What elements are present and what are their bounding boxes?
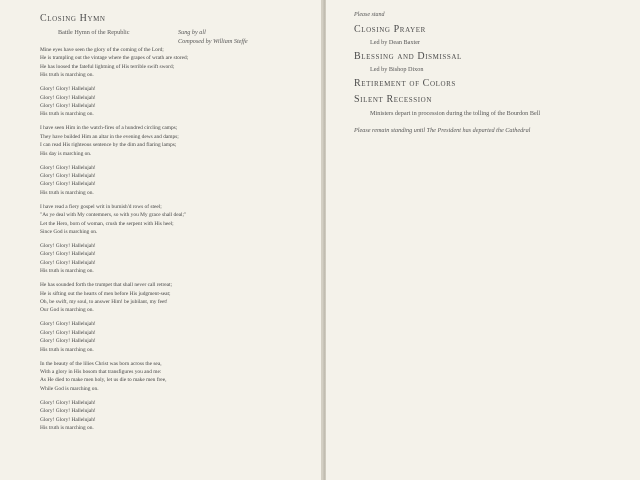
retirement-of-colors-title: Retirement of Colors [354, 78, 456, 89]
remain-standing-note: Please remain standing until The President has departed the Cathedral [354, 127, 531, 134]
hymn-line: I have seen Him in the watch-fires of a hundred circling camps; [40, 125, 178, 132]
hymn-line: Glory! Glory! Hallelujah! [40, 408, 96, 415]
closing-prayer-title: Closing Prayer [354, 24, 426, 35]
recession-note: Ministers depart in procession during the tolling of the Bourdon Bell [370, 110, 541, 117]
hymn-line: His day is marching on. [40, 150, 92, 157]
blessing-leader: Led by Bishop Dixon [370, 66, 424, 73]
hymn-line: Glory! Glory! Hallelujah! [40, 181, 96, 188]
hymn-line: Glory! Glory! Hallelujah! [40, 416, 96, 423]
closing-prayer-leader: Led by Dean Baxter [370, 39, 420, 46]
sung-by: Sung by all [178, 29, 206, 36]
hymn-line: Glory! Glory! Hallelujah! [40, 103, 96, 109]
hymn-line: His truth is marching on. [40, 111, 94, 118]
hymn-line: Glory! Glory! Hallelujah! [40, 399, 96, 406]
hymn-line: Glory! Glory! Hallelujah! [40, 86, 96, 93]
hymn-line: They have builded Him an altar in the evening dews and damps; [40, 133, 179, 140]
hymn-line: His truth is marching on. [40, 346, 94, 353]
blessing-title: Blessing and Dismissal [354, 51, 462, 62]
silent-recession-title: Silent Recession [354, 94, 432, 105]
hymn-line: Since God is marching on. [40, 229, 98, 235]
hymn-line: Glory! Glory! Hallelujah! [40, 251, 96, 258]
hymn-line: Our God is marching on. [40, 307, 94, 314]
hymn-line: As He died to make men holy, let us die to make men free, [40, 377, 167, 384]
hymn-line: Glory! Glory! Hallelujah! [40, 243, 96, 249]
hymn-line: Glory! Glory! Hallelujah! [40, 259, 96, 266]
hymn-line: His truth is marching on. [40, 268, 94, 275]
right-page [326, 0, 640, 480]
hymn-line: Glory! Glory! Hallelujah! [40, 321, 96, 328]
please-stand-note: Please stand [354, 12, 385, 18]
hymn-line: I have read a fiery gospel writ in burnish'd rows of steel; [40, 203, 162, 210]
hymn-line: He is sifting out the hearts of men before His judgment-seat; [40, 290, 171, 297]
hymn-line: His truth is marching on. [40, 425, 94, 431]
hymn-line: He is trampling out the vintage where the grapes of wrath are stored; [40, 55, 189, 62]
hymn-line: Glory! Glory! Hallelujah! [40, 94, 96, 101]
composer: Composed by William Steffe [178, 38, 248, 45]
hymn-line: "As ye deal with My contemners, so with you My grace shall deal;" [40, 212, 187, 219]
hymn-line: With a glory in His bosom that transfigures you and me: [40, 369, 162, 375]
hymn-line: I can read His righteous sentence by the dim and flaring lamps; [40, 142, 177, 149]
hymn-line: He has loosed the fateful lightning of His terrible swift sword; [40, 63, 175, 70]
hymn-line: His truth is marching on. [40, 72, 94, 79]
closing-hymn-title: Closing Hymn [40, 13, 106, 24]
hymn-line: Glory! Glory! Hallelujah! [40, 164, 96, 171]
hymn-line: Glory! Glory! Hallelujah! [40, 173, 96, 179]
hymn-line: His truth is marching on. [40, 189, 94, 196]
hymn-name: Battle Hymn of the Republic [58, 29, 130, 36]
hymn-line: Let the Hero, born of woman, crush the serpent with His heel; [40, 220, 174, 227]
hymn-line: Glory! Glory! Hallelujah! [40, 338, 96, 345]
hymn-line: While God is marching on. [40, 385, 99, 392]
hymn-line: Glory! Glory! Hallelujah! [40, 329, 96, 336]
hymn-line: He has sounded forth the trumpet that shall never call retreat; [40, 282, 173, 289]
hymn-line: Oh, be swift, my soul, to answer Him! be jubilant, my feet! [40, 299, 168, 305]
hymn-line: In the beauty of the lilies Christ was born across the sea, [40, 360, 162, 367]
hymn-line: Mine eyes have seen the glory of the coming of the Lord; [40, 47, 164, 53]
